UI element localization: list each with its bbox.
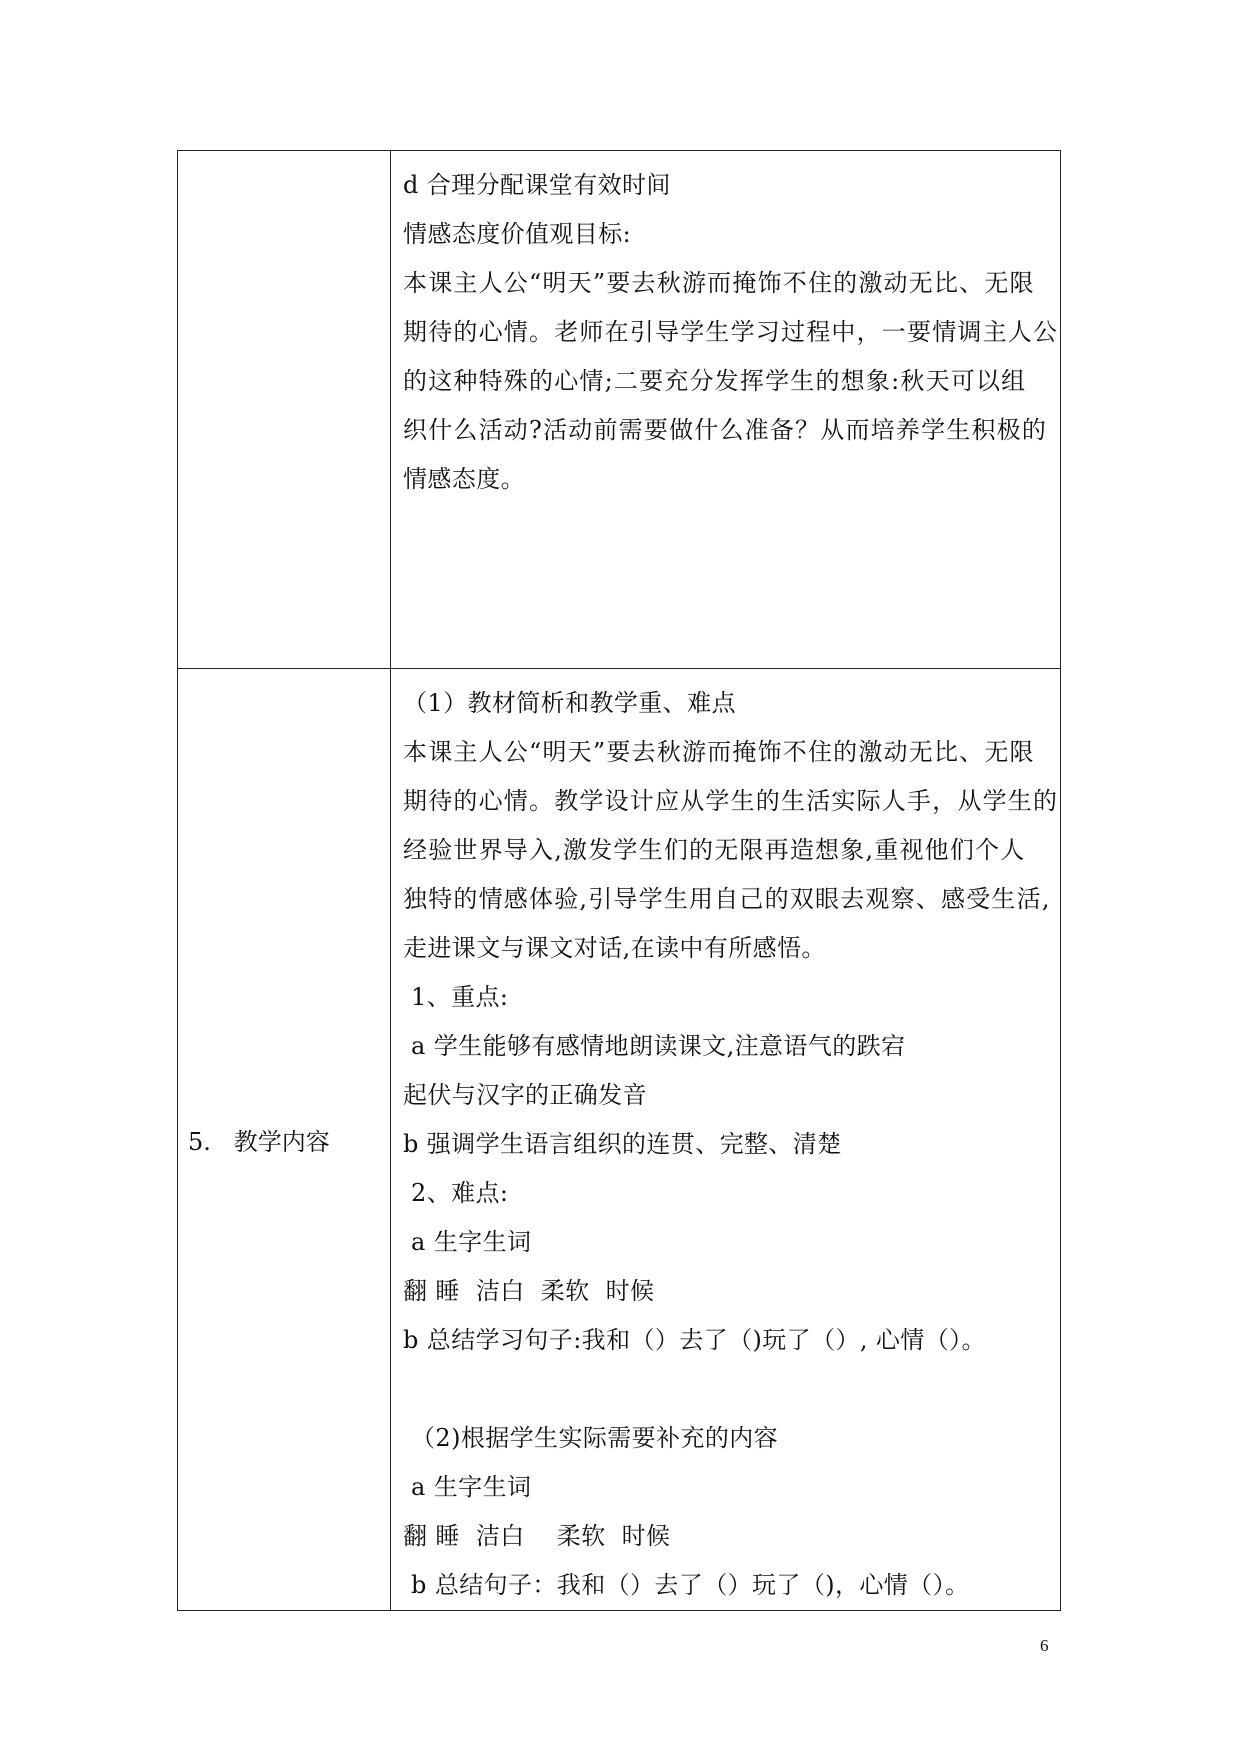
content-line: 独特的情感体验,引导学生用自己的双眼去观察、感受生活, xyxy=(403,885,1051,913)
teaching-content-cell xyxy=(391,669,1061,1611)
content-line: 起伏与汉字的正确发音 xyxy=(403,1081,647,1109)
row-label-cell xyxy=(178,669,391,1611)
table-row-objectives xyxy=(178,151,1061,669)
content-line: b 总结句子：我和（）去了（）玩了（)，心情（）。 xyxy=(403,1571,970,1599)
content-line: b 强调学生语言组织的连贯、完整、清楚 xyxy=(403,1130,842,1158)
content-line-blank xyxy=(403,1365,1050,1414)
content-line: 情感态度。 xyxy=(403,465,525,493)
content-line: a 生字生词 xyxy=(403,1228,532,1256)
content-line: （1）教材简析和教学重、难点 xyxy=(403,689,736,717)
content-line: b 总结学习句子:我和（）去了（)玩了（）, 心情（）。 xyxy=(403,1326,986,1354)
lesson-plan-table xyxy=(177,150,1061,1611)
content-line: a 学生能够有感情地朗读课文,注意语气的跌宕 xyxy=(403,1032,906,1060)
table-row-teaching-content xyxy=(178,669,1061,1611)
row-label: 5. 教学内容 xyxy=(188,1128,330,1156)
content-line: 本课主人公“明天”要去秋游而掩饰不住的激动无比、无限 xyxy=(403,738,1035,766)
content-line: 织什么活动?活动前需要做什么准备？从而培养学生积极的 xyxy=(403,416,1048,444)
row-label-cell-empty xyxy=(178,151,391,669)
content-line: d 合理分配课堂有效时间 xyxy=(403,171,671,199)
content-line: 1、重点: xyxy=(403,983,509,1011)
objectives-content-cell xyxy=(391,151,1061,669)
content-line: 经验世界导入,激发学生们的无限再造想象,重视他们个人 xyxy=(403,836,1026,864)
content-line: 情感态度价值观目标: xyxy=(403,220,632,248)
content-line: 期待的心情。教学设计应从学生的生活实际人手，从学生的 xyxy=(403,787,1059,815)
content-line: 的这种特殊的心情;二要充分发挥学生的想象:秋天可以组 xyxy=(403,367,1027,395)
content-line: 2、难点: xyxy=(403,1179,509,1207)
content-line: （2)根据学生实际需要补充的内容 xyxy=(403,1424,779,1452)
content-line: 翻 睡 洁白 柔软 时候 xyxy=(403,1277,655,1305)
content-line: 期待的心情。老师在引导学生学习过程中，一要情调主人公 xyxy=(403,318,1059,346)
content-line: 本课主人公“明天”要去秋游而掩饰不住的激动无比、无限 xyxy=(403,269,1035,297)
content-line: 翻 睡 洁白 柔软 时候 xyxy=(403,1522,671,1550)
content-line: a 生字生词 xyxy=(403,1473,532,1501)
content-line: 走进课文与课文对话,在读中有所感悟。 xyxy=(403,934,826,962)
page-number: 6 xyxy=(1040,1636,1049,1655)
